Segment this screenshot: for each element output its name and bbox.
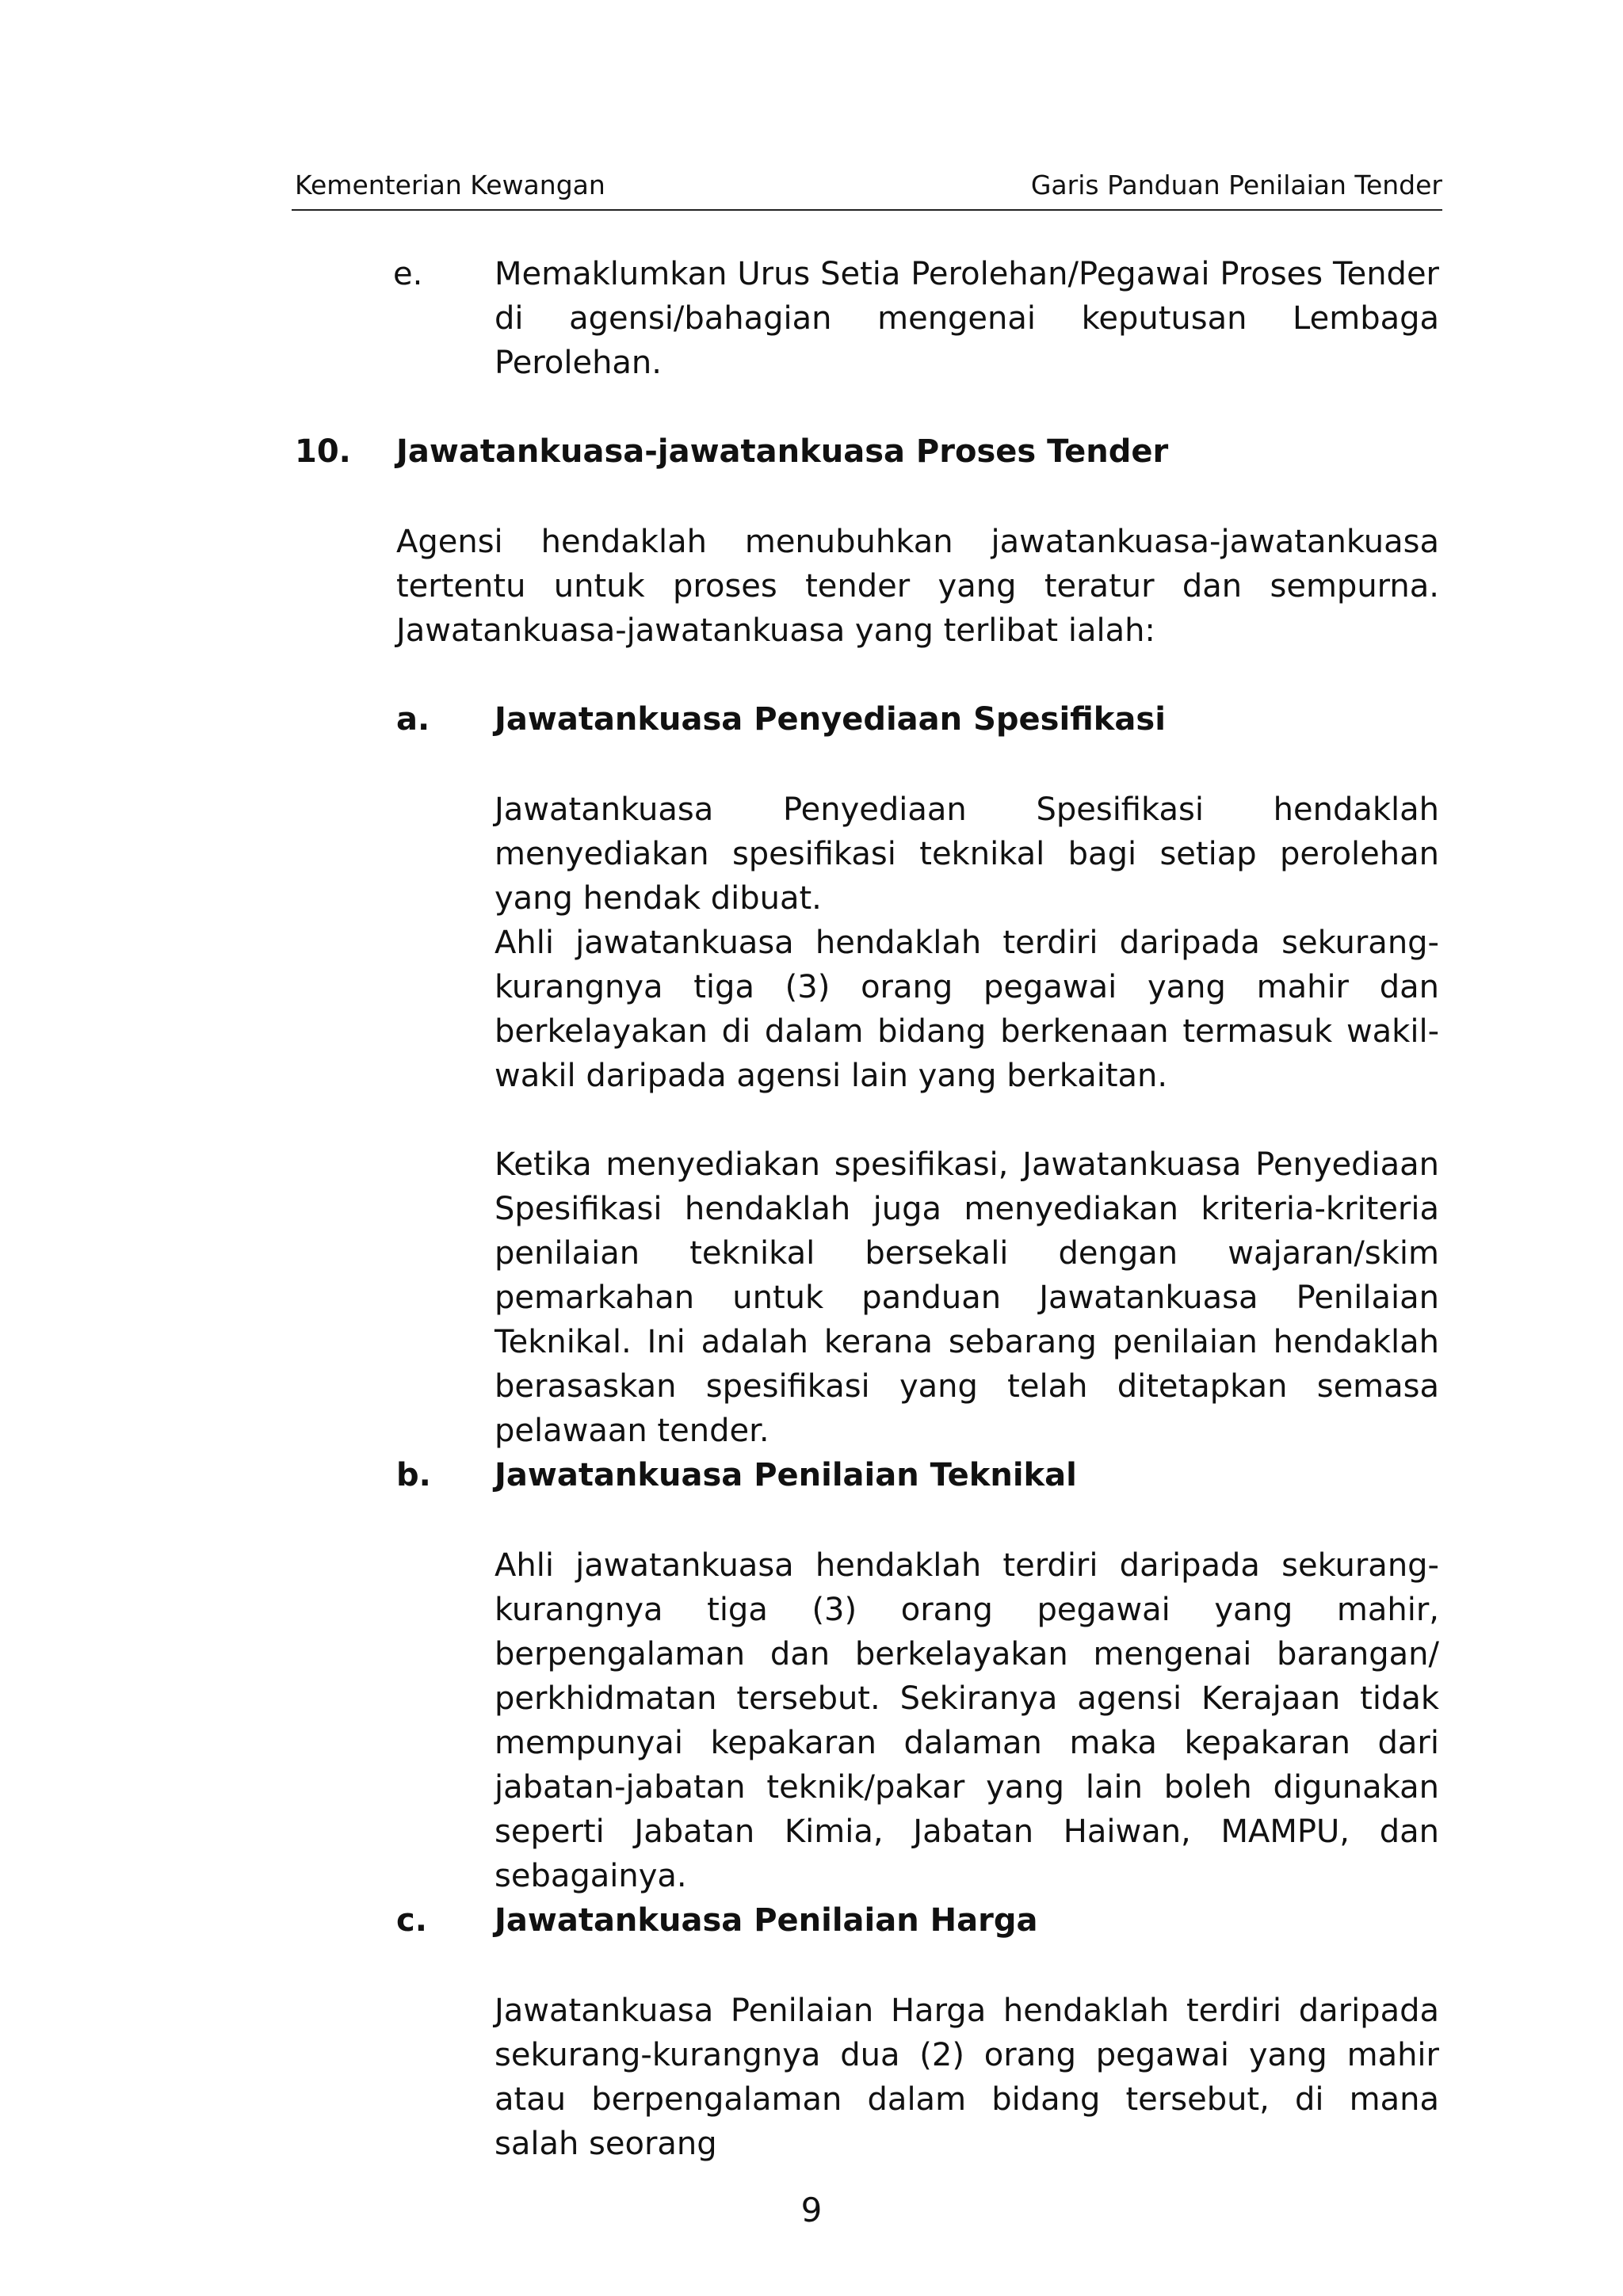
subsection-a-marker: a. xyxy=(396,701,430,738)
subsection-c-title: Jawatankuasa Penilaian Harga xyxy=(495,1902,1038,1939)
subsection-a-paragraph-3: Ketika menyediakan spesifikasi, Jawatankuasa Penyediaan Spesifikasi hendaklah juga menyediakan kriteria-kriteria penilaian teknikal bersekali dengan wajaran/skim pemarkahan untuk panduan Jawatankuasa Penilaian Teknikal. Ini adalah kerana sebarang penilaian hendaklah berasaskan spesifikasi yang telah ditetapkan semasa pelawaan tender. xyxy=(495,1146,1439,1449)
header-divider xyxy=(292,209,1442,211)
section-10-number: 10. xyxy=(295,433,351,470)
header-ministry: Kementerian Kewangan xyxy=(295,170,605,200)
subsection-a-paragraph-2: Ahli jawatankuasa hendaklah terdiri daripada sekurang-kurangnya tiga (3) orang pegawai yang mahir dan berkelayakan di dalam bidang berkenaan termasuk wakil-wakil daripada agensi lain yang berkaitan. xyxy=(495,925,1439,1094)
subsection-a-title: Jawatankuasa Penyediaan Spesifikasi xyxy=(495,701,1166,738)
subsection-b-title: Jawatankuasa Penilaian Teknikal xyxy=(495,1457,1077,1493)
section-10-intro: Agensi hendaklah menubuhkan jawatankuasa-jawatankuasa tertentu untuk proses tender yang teratur dan sempurna. Jawatankuasa-jawatankuasa yang terlibat ialah: xyxy=(396,524,1439,649)
subsection-a-paragraph-1: Jawatankuasa Penyediaan Spesifikasi hendaklah menyediakan spesifikasi teknikal bagi setiap perolehan yang hendak dibuat. xyxy=(495,791,1439,917)
item-e-text: Memaklumkan Urus Setia Perolehan/Pegawai Proses Tender di agensi/bahagian mengenai keputusan Lembaga Perolehan. xyxy=(495,256,1439,381)
running-header xyxy=(295,165,1442,212)
header-document-title: Garis Panduan Penilaian Tender xyxy=(1030,170,1442,200)
subsection-b-paragraph-1: Ahli jawatankuasa hendaklah terdiri daripada sekurang-kurangnya tiga (3) orang pegawai yang mahir, berpengalaman dan berkelayakan mengenai barangan/ perkhidmatan tersebut. Sekiranya agensi Kerajaan tidak mempunyai kepakaran dalaman maka kepakaran dari jabatan-jabatan teknik/pakar yang lain boleh digunakan seperti Jabatan Kimia, Jabatan Haiwan, MAMPU, dan sebagainya. xyxy=(495,1547,1439,1894)
item-e-marker: e. xyxy=(393,256,423,292)
subsection-c-marker: c. xyxy=(396,1902,427,1939)
page-number: 9 xyxy=(800,2191,823,2229)
subsection-c-paragraph-1: Jawatankuasa Penilaian Harga hendaklah terdiri daripada sekurang-kurangnya dua (2) orang pegawai yang mahir atau berpengalaman dalam bidang tersebut, di mana salah seorang xyxy=(495,1993,1439,2162)
subsection-b-marker: b. xyxy=(396,1457,431,1493)
section-10-title: Jawatankuasa-jawatankuasa Proses Tender xyxy=(396,433,1169,470)
